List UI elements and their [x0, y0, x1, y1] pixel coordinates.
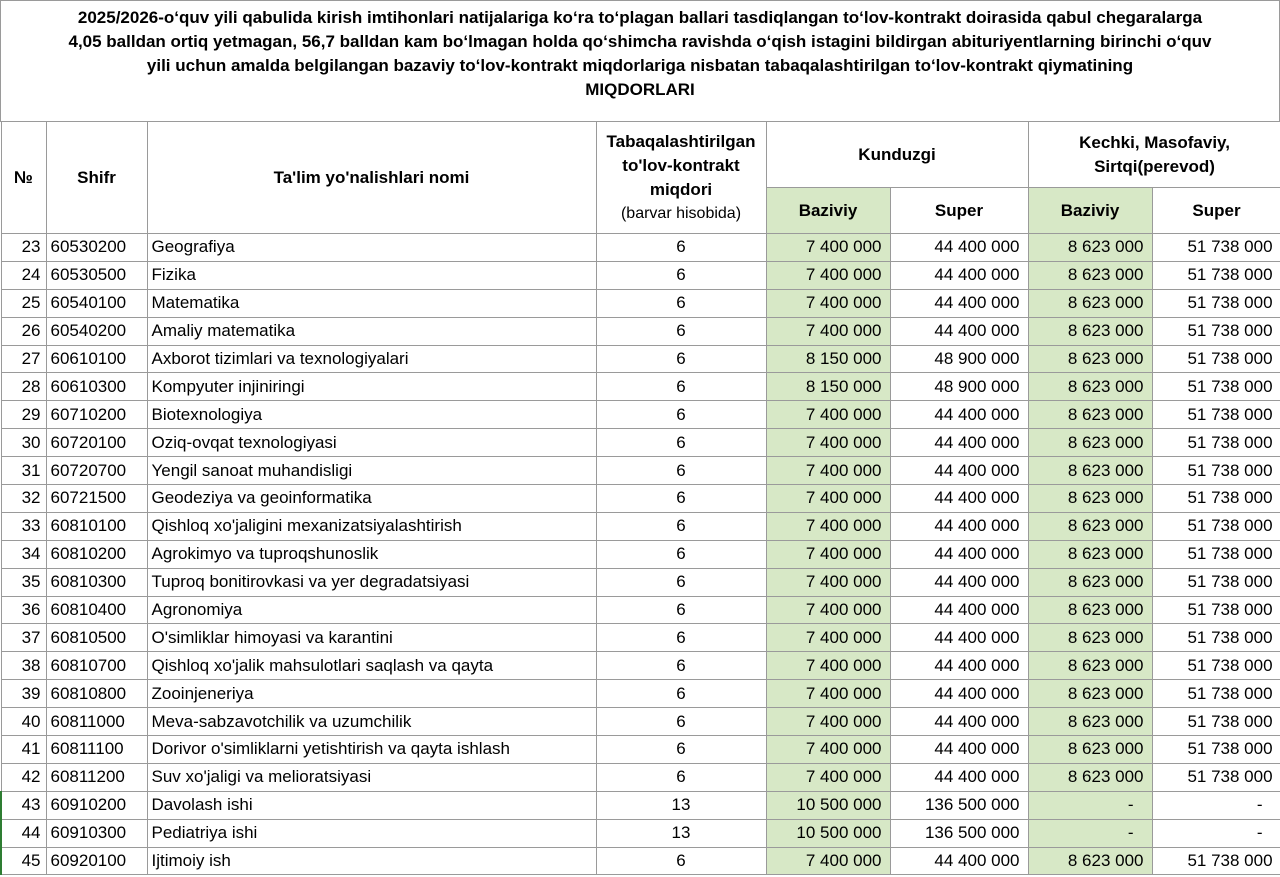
table-row [1, 345, 1280, 373]
program-name-cell[interactable]: Ijtimoiy ish [147, 847, 596, 875]
day-base-cell[interactable]: 7 400 000 [766, 234, 890, 262]
table-row [1, 317, 1280, 345]
day-base-cell[interactable]: 10 500 000 [766, 819, 890, 847]
table-row [1, 429, 1280, 457]
evening-super-cell[interactable]: 51 738 000 [1152, 763, 1280, 791]
header-evening-line1: Kechki, Masofaviy, [1079, 132, 1230, 152]
table-row [1, 234, 1280, 262]
evening-base-cell[interactable]: 8 623 000 [1028, 708, 1152, 736]
evening-super-cell[interactable]: 51 738 000 [1152, 234, 1280, 262]
row-number-cell[interactable]: 40 [1, 708, 46, 736]
day-base-cell[interactable]: 7 400 000 [766, 596, 890, 624]
title-line-2: 4,05 balldan ortiq yetmagan, 56,7 balldan kam bo‘lmagan holda qo‘shimcha ravishda o‘qish istagini bildirgan abituriyentlarning birinchi o‘quv [68, 32, 1212, 51]
day-base-cell[interactable]: 7 400 000 [766, 708, 890, 736]
day-base-cell[interactable]: 7 400 000 [766, 401, 890, 429]
evening-super-cell[interactable]: - [1152, 791, 1280, 819]
evening-super-cell[interactable]: 51 738 000 [1152, 373, 1280, 401]
day-super-cell[interactable]: 44 400 000 [890, 485, 1028, 513]
day-base-cell[interactable]: 7 400 000 [766, 568, 890, 596]
day-base-cell[interactable]: 10 500 000 [766, 791, 890, 819]
day-base-cell[interactable]: 7 400 000 [766, 261, 890, 289]
evening-super-cell[interactable]: 51 738 000 [1152, 289, 1280, 317]
day-super-cell[interactable]: 48 900 000 [890, 373, 1028, 401]
multiplier-cell[interactable]: 6 [596, 568, 766, 596]
code-cell[interactable]: 60810100 [46, 512, 147, 540]
program-name-cell[interactable]: Oziq-ovqat texnologiyasi [147, 429, 596, 457]
table-row [1, 457, 1280, 485]
day-super-cell[interactable]: 44 400 000 [890, 540, 1028, 568]
row-number-cell[interactable]: 34 [1, 540, 46, 568]
day-base-cell[interactable]: 7 400 000 [766, 652, 890, 680]
row-number-cell[interactable]: 31 [1, 457, 46, 485]
day-super-cell[interactable]: 44 400 000 [890, 457, 1028, 485]
program-name-cell[interactable]: Fizika [147, 261, 596, 289]
row-number-cell[interactable]: 37 [1, 624, 46, 652]
day-super-cell[interactable]: 44 400 000 [890, 596, 1028, 624]
evening-base-cell[interactable]: 8 623 000 [1028, 736, 1152, 764]
evening-base-cell[interactable]: 8 623 000 [1028, 317, 1152, 345]
program-name-cell[interactable]: Dorivor o'simliklarni yetishtirish va qayta ishlash [147, 736, 596, 764]
sheet-title [0, 0, 1280, 122]
code-cell[interactable]: 60810300 [46, 568, 147, 596]
row-number-cell[interactable]: 33 [1, 512, 46, 540]
row-number-cell[interactable]: 27 [1, 345, 46, 373]
evening-base-cell[interactable]: 8 623 000 [1028, 261, 1152, 289]
evening-base-cell[interactable]: 8 623 000 [1028, 680, 1152, 708]
row-number-cell[interactable]: 30 [1, 429, 46, 457]
code-cell[interactable]: 60610300 [46, 373, 147, 401]
code-cell[interactable]: 60721500 [46, 485, 147, 513]
evening-super-cell[interactable]: 51 738 000 [1152, 540, 1280, 568]
multiplier-cell[interactable]: 6 [596, 596, 766, 624]
table-row [1, 652, 1280, 680]
day-base-cell[interactable]: 7 400 000 [766, 763, 890, 791]
day-base-cell[interactable]: 7 400 000 [766, 485, 890, 513]
day-super-cell[interactable]: 44 400 000 [890, 680, 1028, 708]
program-name-cell[interactable]: Amaliy matematika [147, 317, 596, 345]
row-number-cell[interactable]: 23 [1, 234, 46, 262]
contract-table [0, 121, 1280, 875]
evening-base-cell[interactable]: 8 623 000 [1028, 289, 1152, 317]
evening-super-cell[interactable]: 51 738 000 [1152, 736, 1280, 764]
program-name-cell[interactable]: Biotexnologiya [147, 401, 596, 429]
evening-base-cell[interactable]: 8 623 000 [1028, 234, 1152, 262]
day-super-cell[interactable]: 44 400 000 [890, 568, 1028, 596]
day-super-cell[interactable]: 44 400 000 [890, 289, 1028, 317]
code-cell[interactable]: 60610100 [46, 345, 147, 373]
day-base-cell[interactable]: 8 150 000 [766, 345, 890, 373]
evening-super-cell[interactable]: 51 738 000 [1152, 568, 1280, 596]
multiplier-cell[interactable]: 6 [596, 485, 766, 513]
table-row [1, 485, 1280, 513]
table-row [1, 373, 1280, 401]
row-number-cell[interactable]: 32 [1, 485, 46, 513]
day-super-cell[interactable]: 48 900 000 [890, 345, 1028, 373]
evening-super-cell[interactable]: 51 738 000 [1152, 345, 1280, 373]
row-number-cell[interactable]: 24 [1, 261, 46, 289]
row-number-cell[interactable]: 41 [1, 736, 46, 764]
multiplier-cell[interactable]: 6 [596, 457, 766, 485]
program-name-cell[interactable]: O'simliklar himoyasi va karantini [147, 624, 596, 652]
multiplier-cell[interactable]: 6 [596, 429, 766, 457]
day-super-cell[interactable]: 44 400 000 [890, 429, 1028, 457]
code-cell[interactable]: 60810500 [46, 624, 147, 652]
evening-base-cell[interactable]: 8 623 000 [1028, 401, 1152, 429]
code-cell[interactable]: 60720100 [46, 429, 147, 457]
multiplier-cell[interactable]: 6 [596, 680, 766, 708]
code-cell[interactable]: 60530500 [46, 261, 147, 289]
title-line-4: MIQDORLARI [585, 80, 695, 99]
header-name[interactable]: Ta'lim yo'nalishlari nomi [147, 122, 596, 234]
program-name-cell[interactable]: Suv xo'jaligi va melioratsiyasi [147, 763, 596, 791]
multiplier-cell[interactable]: 6 [596, 540, 766, 568]
evening-super-cell[interactable]: 51 738 000 [1152, 401, 1280, 429]
evening-super-cell[interactable]: 51 738 000 [1152, 680, 1280, 708]
day-super-cell[interactable]: 44 400 000 [890, 763, 1028, 791]
day-base-cell[interactable]: 7 400 000 [766, 847, 890, 875]
evening-base-cell[interactable]: 8 623 000 [1028, 429, 1152, 457]
code-cell[interactable]: 60810200 [46, 540, 147, 568]
table-row [1, 540, 1280, 568]
title-line-3: yili uchun amalda belgilangan bazaviy to‘lov-kontrakt miqdorlariga nisbatan tabaqalashtirilgan to‘lov-kontrakt qiymatining [146, 56, 1134, 75]
program-name-cell[interactable]: Davolash ishi [147, 791, 596, 819]
row-number-cell[interactable]: 44 [1, 819, 46, 847]
evening-base-cell[interactable]: 8 623 000 [1028, 624, 1152, 652]
table-row [1, 708, 1280, 736]
table-row [1, 289, 1280, 317]
evening-base-cell[interactable]: 8 623 000 [1028, 763, 1152, 791]
program-name-cell[interactable]: Yengil sanoat muhandisligi [147, 457, 596, 485]
multiplier-cell[interactable]: 6 [596, 652, 766, 680]
header-qty-line4: (barvar hisobida) [620, 204, 742, 222]
day-base-cell[interactable]: 7 400 000 [766, 457, 890, 485]
table-body [1, 234, 1280, 875]
header-day-super[interactable]: Super [890, 188, 1028, 234]
day-base-cell[interactable]: 7 400 000 [766, 540, 890, 568]
header-evening-line2: Sirtqi(perevod) [1094, 156, 1215, 176]
row-number-cell[interactable]: 43 [1, 791, 46, 819]
day-super-cell[interactable]: 44 400 000 [890, 736, 1028, 764]
program-name-cell[interactable]: Tuproq bonitirovkasi va yer degradatsiyasi [147, 568, 596, 596]
day-super-cell[interactable]: 44 400 000 [890, 317, 1028, 345]
header-qty-line2: to'lov-kontrakt [622, 155, 740, 175]
evening-super-cell[interactable]: 51 738 000 [1152, 317, 1280, 345]
table-row [1, 847, 1280, 875]
table-row [1, 401, 1280, 429]
program-name-cell[interactable]: Agrokimyo va tuproqshunoslik [147, 540, 596, 568]
multiplier-cell[interactable]: 6 [596, 373, 766, 401]
day-super-cell[interactable]: 136 500 000 [890, 791, 1028, 819]
program-name-cell[interactable]: Meva-sabzavotchilik va uzumchilik [147, 708, 596, 736]
table-row [1, 736, 1280, 764]
evening-super-cell[interactable]: 51 738 000 [1152, 847, 1280, 875]
day-base-cell[interactable]: 7 400 000 [766, 680, 890, 708]
program-name-cell[interactable]: Qishloq xo'jalik mahsulotlari saqlash va qayta [147, 652, 596, 680]
day-super-cell[interactable]: 44 400 000 [890, 708, 1028, 736]
code-cell[interactable]: 60710200 [46, 401, 147, 429]
evening-base-cell[interactable]: 8 623 000 [1028, 512, 1152, 540]
header-evening-base[interactable]: Baziviy [1028, 188, 1152, 234]
evening-base-cell[interactable]: - [1028, 791, 1152, 819]
day-super-cell[interactable]: 44 400 000 [890, 261, 1028, 289]
table-row [1, 596, 1280, 624]
row-number-cell[interactable]: 45 [1, 847, 46, 875]
code-cell[interactable]: 60810700 [46, 652, 147, 680]
row-number-cell[interactable]: 26 [1, 317, 46, 345]
evening-base-cell[interactable]: 8 623 000 [1028, 485, 1152, 513]
program-name-cell[interactable]: Kompyuter injiniringi [147, 373, 596, 401]
header-qty[interactable] [596, 122, 766, 234]
day-super-cell[interactable]: 44 400 000 [890, 234, 1028, 262]
code-cell[interactable]: 60811100 [46, 736, 147, 764]
multiplier-cell[interactable]: 6 [596, 624, 766, 652]
multiplier-cell[interactable]: 6 [596, 261, 766, 289]
evening-base-cell[interactable]: - [1028, 819, 1152, 847]
evening-base-cell[interactable]: 8 623 000 [1028, 568, 1152, 596]
header-day[interactable]: Kunduzgi [766, 122, 1028, 188]
program-name-cell[interactable]: Qishloq xo'jaligini mexanizatsiyalashtirish [147, 512, 596, 540]
evening-super-cell[interactable]: - [1152, 819, 1280, 847]
code-cell[interactable]: 60920100 [46, 847, 147, 875]
evening-super-cell[interactable]: 51 738 000 [1152, 708, 1280, 736]
code-cell[interactable]: 60540200 [46, 317, 147, 345]
row-number-cell[interactable]: 36 [1, 596, 46, 624]
header-evening-super[interactable]: Super [1152, 188, 1280, 234]
code-cell[interactable]: 60720700 [46, 457, 147, 485]
day-super-cell[interactable]: 44 400 000 [890, 512, 1028, 540]
header-qty-line3: miqdori [649, 179, 713, 199]
row-number-cell[interactable]: 28 [1, 373, 46, 401]
day-base-cell[interactable]: 7 400 000 [766, 624, 890, 652]
program-name-cell[interactable]: Matematika [147, 289, 596, 317]
table-row [1, 763, 1280, 791]
evening-base-cell[interactable]: 8 623 000 [1028, 345, 1152, 373]
day-super-cell[interactable]: 136 500 000 [890, 819, 1028, 847]
evening-base-cell[interactable]: 8 623 000 [1028, 847, 1152, 875]
header-evening[interactable] [1028, 122, 1280, 188]
multiplier-cell[interactable]: 6 [596, 512, 766, 540]
table-row [1, 624, 1280, 652]
code-cell[interactable]: 60910200 [46, 791, 147, 819]
program-name-cell[interactable]: Geografiya [147, 234, 596, 262]
code-cell[interactable]: 60811000 [46, 708, 147, 736]
code-cell[interactable]: 60910300 [46, 819, 147, 847]
table-row [1, 261, 1280, 289]
header-no[interactable]: № [1, 122, 46, 234]
multiplier-cell[interactable]: 6 [596, 289, 766, 317]
program-name-cell[interactable]: Geodeziya va geoinformatika [147, 485, 596, 513]
code-cell[interactable]: 60810400 [46, 596, 147, 624]
program-name-cell[interactable]: Axborot tizimlari va texnologiyalari [147, 345, 596, 373]
evening-super-cell[interactable]: 51 738 000 [1152, 485, 1280, 513]
title-line-1: 2025/2026-o‘quv yili qabulida kirish imtihonlari natijalariga ko‘ra to‘plagan ballari tasdiqlangan to‘lov-kontrakt doirasida qabul chegaralarga [77, 8, 1203, 27]
day-base-cell[interactable]: 7 400 000 [766, 317, 890, 345]
evening-super-cell[interactable]: 51 738 000 [1152, 512, 1280, 540]
day-base-cell[interactable]: 7 400 000 [766, 512, 890, 540]
multiplier-cell[interactable]: 6 [596, 317, 766, 345]
evening-super-cell[interactable]: 51 738 000 [1152, 596, 1280, 624]
evening-super-cell[interactable]: 51 738 000 [1152, 624, 1280, 652]
table-row [1, 791, 1280, 819]
evening-super-cell[interactable]: 51 738 000 [1152, 457, 1280, 485]
row-number-cell[interactable]: 29 [1, 401, 46, 429]
multiplier-cell[interactable]: 6 [596, 847, 766, 875]
code-cell[interactable]: 60530200 [46, 234, 147, 262]
day-base-cell[interactable]: 7 400 000 [766, 289, 890, 317]
header-day-base[interactable]: Baziviy [766, 188, 890, 234]
table-row [1, 568, 1280, 596]
day-base-cell[interactable]: 8 150 000 [766, 373, 890, 401]
day-super-cell[interactable]: 44 400 000 [890, 847, 1028, 875]
row-number-cell[interactable]: 39 [1, 680, 46, 708]
multiplier-cell[interactable]: 6 [596, 763, 766, 791]
evening-base-cell[interactable]: 8 623 000 [1028, 540, 1152, 568]
multiplier-cell[interactable]: 13 [596, 791, 766, 819]
day-super-cell[interactable]: 44 400 000 [890, 624, 1028, 652]
header-code[interactable]: Shifr [46, 122, 147, 234]
code-cell[interactable]: 60810800 [46, 680, 147, 708]
day-super-cell[interactable]: 44 400 000 [890, 652, 1028, 680]
evening-base-cell[interactable]: 8 623 000 [1028, 596, 1152, 624]
day-base-cell[interactable]: 7 400 000 [766, 736, 890, 764]
table-row [1, 680, 1280, 708]
evening-base-cell[interactable]: 8 623 000 [1028, 457, 1152, 485]
row-number-cell[interactable]: 25 [1, 289, 46, 317]
multiplier-cell[interactable]: 6 [596, 345, 766, 373]
multiplier-cell[interactable]: 13 [596, 819, 766, 847]
header-qty-line1: Tabaqalashtirilgan [606, 131, 756, 151]
evening-base-cell[interactable]: 8 623 000 [1028, 652, 1152, 680]
evening-base-cell[interactable]: 8 623 000 [1028, 373, 1152, 401]
program-name-cell[interactable]: Zooinjeneriya [147, 680, 596, 708]
multiplier-cell[interactable]: 6 [596, 708, 766, 736]
day-super-cell[interactable]: 44 400 000 [890, 401, 1028, 429]
row-number-cell[interactable]: 35 [1, 568, 46, 596]
multiplier-cell[interactable]: 6 [596, 234, 766, 262]
row-number-cell[interactable]: 42 [1, 763, 46, 791]
code-cell[interactable]: 60811200 [46, 763, 147, 791]
program-name-cell[interactable]: Agronomiya [147, 596, 596, 624]
table-row [1, 512, 1280, 540]
evening-super-cell[interactable]: 51 738 000 [1152, 261, 1280, 289]
table-row [1, 819, 1280, 847]
program-name-cell[interactable]: Pediatriya ishi [147, 819, 596, 847]
multiplier-cell[interactable]: 6 [596, 736, 766, 764]
row-number-cell[interactable]: 38 [1, 652, 46, 680]
evening-super-cell[interactable]: 51 738 000 [1152, 652, 1280, 680]
code-cell[interactable]: 60540100 [46, 289, 147, 317]
evening-super-cell[interactable]: 51 738 000 [1152, 429, 1280, 457]
multiplier-cell[interactable]: 6 [596, 401, 766, 429]
day-base-cell[interactable]: 7 400 000 [766, 429, 890, 457]
